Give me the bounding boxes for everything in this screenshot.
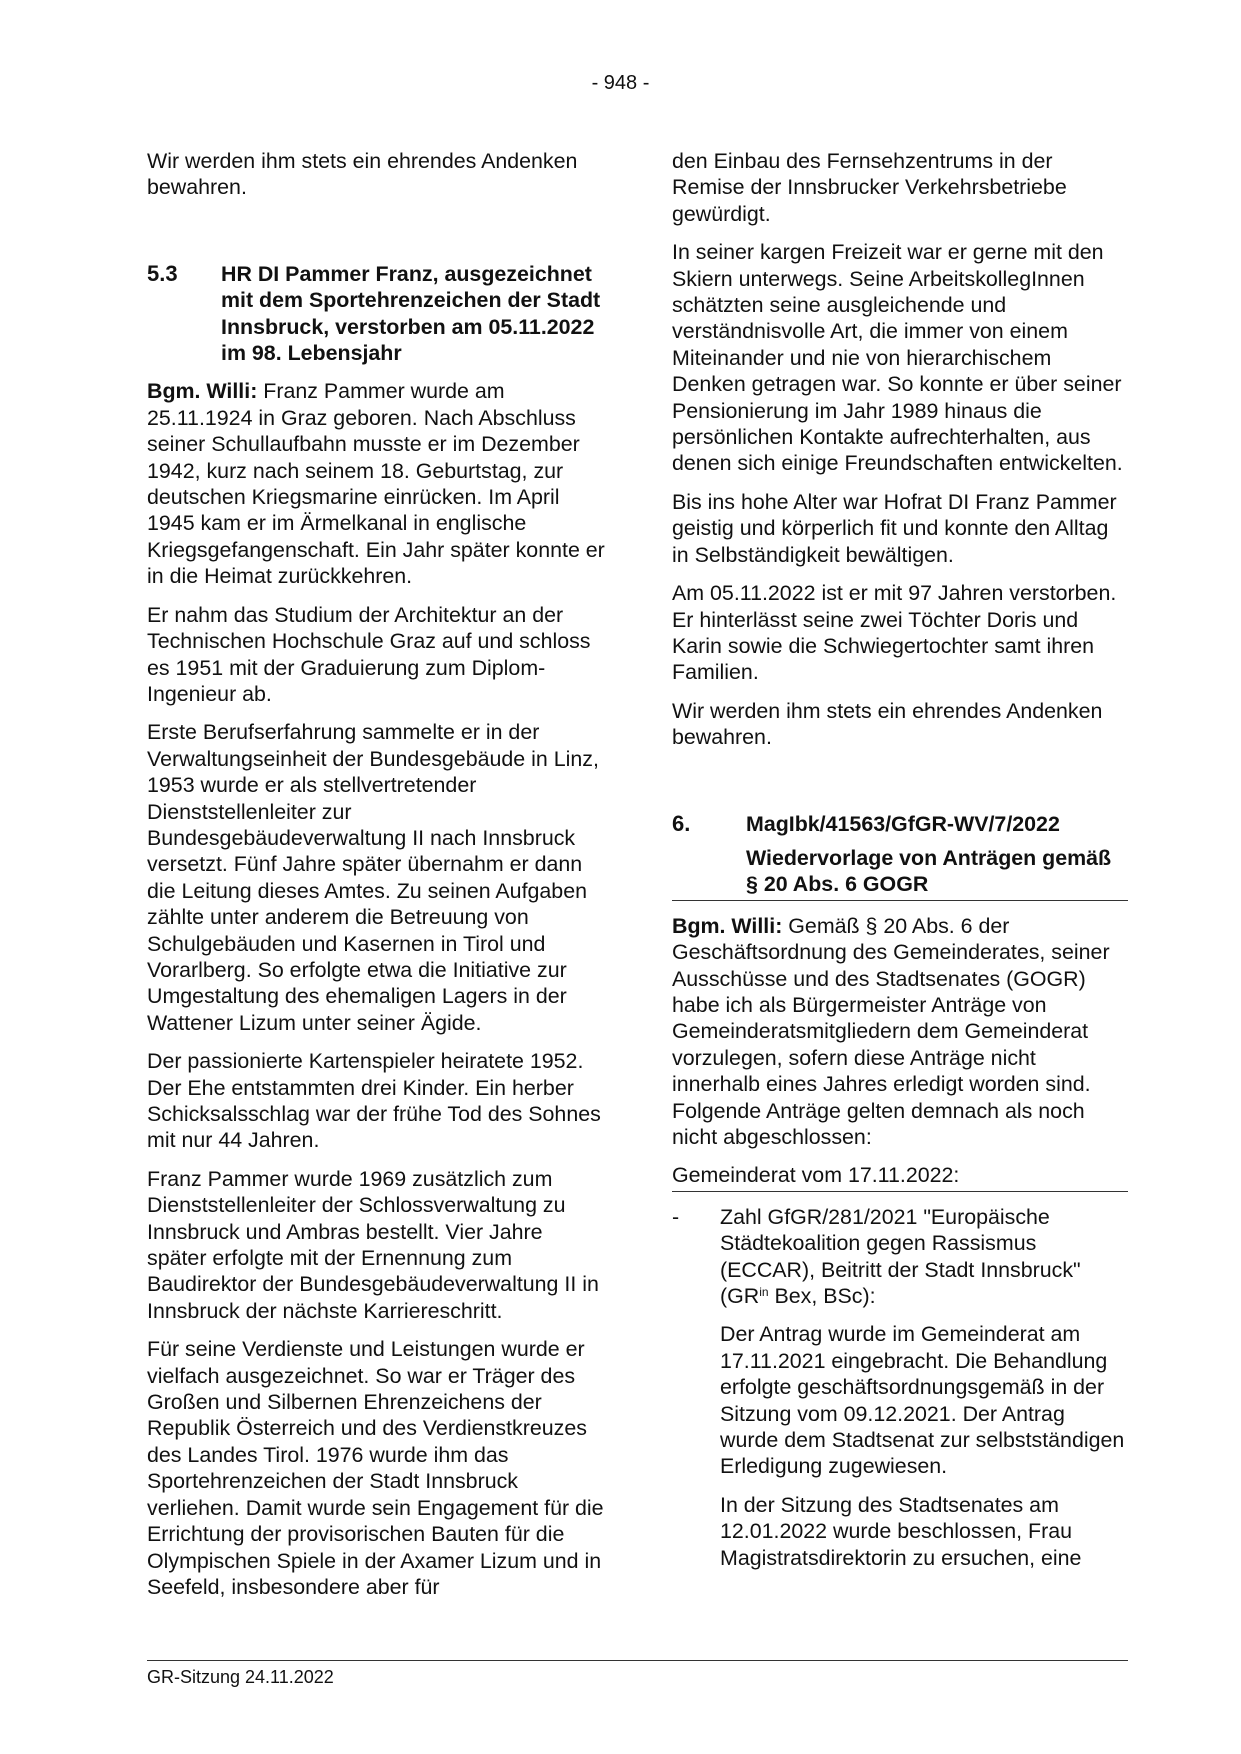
paragraph: Der passionierte Kartenspieler heiratete 1952. Der Ehe entstammten drei Kinder. Ein herber Schicksalsschlag war der frühe Tod des Sohnes mit nur 44 Jahren. [147, 1049, 601, 1153]
section-number: 6. [672, 810, 691, 836]
section-title: HR DI Pammer Franz, ausgezeichnet mit dem Sportehrenzeichen der Stadt Innsbruck, verstorben am 05.11.2022 im 98. Lebensjahr [221, 261, 601, 366]
section-heading-5-3 [147, 261, 607, 367]
section-code: MagIbk/41563/GfGR-WV/7/2022 [746, 811, 1060, 836]
footer-text: GR-Sitzung 24.11.2022 [147, 1667, 334, 1687]
paragraph: Wir werden ihm stets ein ehrendes Andenken bewahren. [672, 698, 1103, 750]
paragraph: Für seine Verdienste und Leistungen wurde er vielfach ausgezeichnet. So war er Träger des Großen und Silbernen Ehrenzeichens der Republik Österreich und des Verdienstkreuzes des Landes Tirol. 1976 wurde ihm das Sportehrenzeichen der Stadt Innsbruck verliehen. Damit wurde sein Engagement für die Errichtung der provisorischen Bauten für die Olympischen Spiele in der Axamer Lizum und in Seefeld, insbesondere aber für [147, 1337, 604, 1599]
paragraph: Er nahm das Studium der Architektur an der Technischen Hochschule Graz auf und schloss es 1951 mit der Graduierung zum Diplom-Ingenieur ab. [147, 602, 591, 706]
paragraph: Der Antrag wurde im Gemeinderat am 17.11.2021 eingebracht. Die Behandlung erfolgte geschäftsordnungsgemäß in der Sitzung vom 09.12.2021. Der Antrag wurde dem Stadtsenat zur selbstständigen Erledigung zugewiesen. [720, 1322, 1125, 1479]
left-column [147, 148, 607, 1600]
list-dash: - [672, 1204, 680, 1229]
speaker-label: Bgm. Willi: [147, 379, 258, 404]
page-number: - 948 - [591, 72, 650, 94]
section-number: 5.3 [147, 260, 178, 286]
paragraph: In seiner kargen Freizeit war er gerne mit den Skiern unterwegs. Seine ArbeitskollegInnen schätzten seine ausgleichende und verständnisvolle Art, die immer von einem Miteinander und nie von hierarchischem Denken getragen war. So konnte er über seiner Pensionierung im Jahr 1989 hinaus die persönlichen Kontakte aufrechterhalten, aus denen sich einige Freundschaften entwickelten. [672, 240, 1123, 476]
paragraph-text: Franz Pammer wurde am 25.11.1924 in Graz geboren. Nach Abschluss seiner Schullaufbahn musste er im Dezember 1942, kurz nach seinem 18. Geburtstag, zur deutschen Kriegsmarine einrücken. Im April 1945 kam er im Ärmelkanal in englische Kriegsgefangenschaft. Ein Jahr später konnte er in die Heimat zurückkehren. [147, 379, 605, 589]
section-heading-6-title [672, 845, 1128, 901]
paragraph: In der Sitzung des Stadtsenates am 12.01.2022 wurde beschlossen, Frau Magistratsdirektorin zu ersuchen, eine [720, 1492, 1082, 1570]
paragraph: Franz Pammer wurde 1969 zusätzlich zum Dienststellenleiter der Schlossverwaltung zu Innsbruck und Ambras bestellt. Vier Jahre später erfolgte mit der Ernennung zum Baudirektor der Bundesgebäudeverwaltung II in Innsbruck der nächste Karriereschritt. [147, 1166, 599, 1323]
superscript: in [759, 1285, 769, 1300]
paragraph [147, 378, 607, 589]
section-heading-6 [672, 811, 1128, 837]
paragraph: den Einbau des Fernsehzentrums in der Remise der Innsbrucker Verkehrsbetriebe gewürdigt. [672, 149, 1067, 226]
session-label: Gemeinderat vom 17.11.2022: [672, 1162, 1128, 1191]
paragraph [672, 913, 1128, 1151]
intro-paragraph: Wir werden ihm stets ein ehrendes Andenken bewahren. [147, 149, 578, 200]
paragraph: Am 05.11.2022 ist er mit 97 Jahren verstorben. Er hinterlässt seine zwei Töchter Doris und Karin sowie die Schwiegertochter samt ihren Familien. [672, 581, 1117, 685]
speaker-label: Bgm. Willi: [672, 913, 783, 938]
right-column [672, 148, 1128, 1571]
paragraph-text: Gemäß § 20 Abs. 6 der Geschäftsordnung des Gemeinderates, seiner Ausschüsse und des Stadtsenates (GOGR) habe ich als Bürgermeister Anträge von Gemeinderatsmitgliedern dem Gemeinderat vorzulegen, sofern diese Anträge nicht innerhalb eines Jahres erledigt worden sind. Folgende Anträge gelten demnach als noch nicht abgeschlossen: [672, 913, 1110, 1149]
section-title: Wiedervorlage von Anträgen gemäß § 20 Abs. 6 GOGR [746, 845, 1112, 897]
list-item-text: Zahl GfGR/281/2021 "Europäische Städtekoalition gegen Rassismus (ECCAR), Beitritt der Stadt Innsbruck" ($GR^{in}$ Bex, BSc): [720, 1204, 1081, 1309]
footer-divider [147, 1660, 1128, 1661]
list-item [672, 1204, 1128, 1310]
paragraph: Bis ins hohe Alter war Hofrat DI Franz Pammer geistig und körperlich fit und konnte den Alltag in Selbständigkeit bewältigen. [672, 489, 1117, 567]
paragraph: Erste Berufserfahrung sammelte er in der Verwaltungseinheit der Bundesgebäude in Linz, 1953 wurde er als stellvertretender Dienststellenleiter zur Bundesgebäudeverwaltung II nach Innsbruck versetzt. Fünf Jahre später übernahm er dann die Leitung dieses Amtes. Zu seinen Aufgaben zählte unter anderem die Betreuung von Schulgebäuden und Kasernen in Tirol und Vorarlberg. So erfolgte etwa die Initiative zur Umgestaltung des ehemaligen Lagers in der Wattener Lizum unter seiner Ägide. [147, 720, 599, 1035]
